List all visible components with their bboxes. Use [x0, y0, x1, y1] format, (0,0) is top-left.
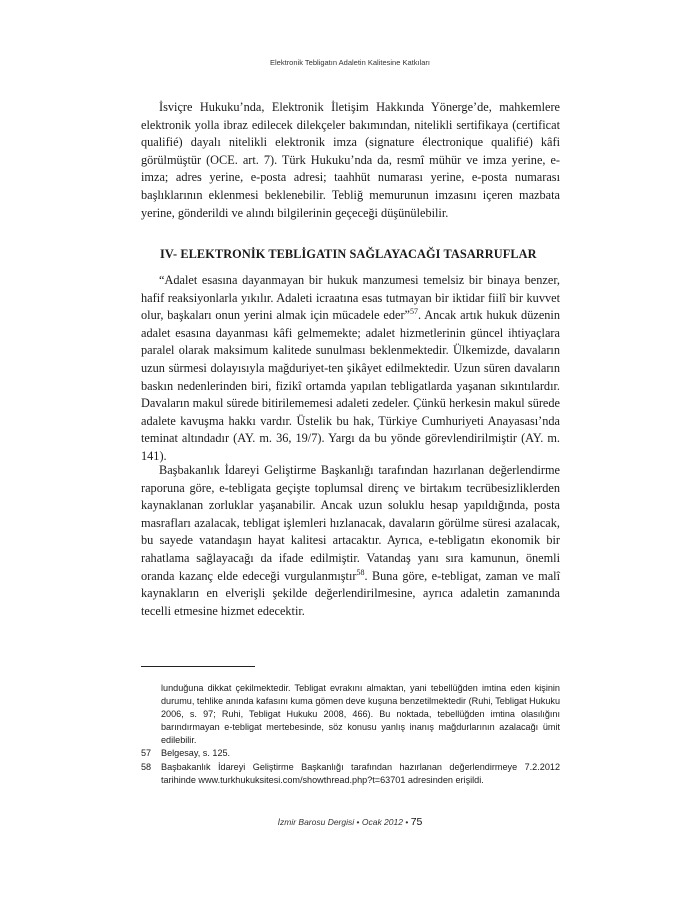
footnote-text: lunduğuna dikkat çekilmektedir. Tebligat evrakını almaktan, yani tebellüğden imtina eden kişinin durumu, tehlike anında kafasını kuma gömen deve kuşuna benzetilmektedir (Ruhi, Tebligat Hukuku 2006, s. 97; Ruhi, Tebligat Hukuku 2008, 466). Bu noktada, tebellüğden imtina olasılığını barındırmayan e-tebligat mertebesinde, söz konusu yanlış inanış mağdurlarının azalacağı ümit edilebilir. [161, 683, 560, 746]
footnote-number [141, 682, 161, 747]
footnote-number: 57 [141, 748, 152, 759]
footnote-57 [141, 747, 560, 760]
footnote-ref-58[interactable]: 58 [356, 567, 365, 577]
paragraph-text: İsviçre Hukuku’nda, Elektronik İletişim Hakkında Yönerge’de, mahkemlere elektronik yolla ibraz edilecek dilekçeler bakımından, nitelikli sertifikaya (certificat qualifié) dayalı nitelikli elektronik imza (signature électronique qualifié) kâfi görülmüştür (OCE. art. 7). Türk Hukuku’nda da, resmî mühür ve imza yerine, e-imza; adres yerine, e-posta adresi; taahhüt numarası yerine, e-posta numarası başlıklarının eklenmesi beklenebilir. Tebliğ memurunun imzasını içeren mazbata yerine, gönderildi ve alındı bilgilerinin geçeceği düşünülebilir. [141, 100, 560, 220]
paragraph-lead: Başbakanlık İdareyi Geliştirme Başkanlığı tarafından hazırlanan değerlendirme raporuna göre, e-tebligata geçişte toplumsal direnç ve birtakım tecrübesizliklerden kaynaklanan zorluklar yaşanabilir. Ancak uzun soluklu hesap yapıldığında, posta masrafları azalacak, tebligat işlemleri hızlanacak, davaların görülme süresi azalacak, bu sayede vatandaşın hayat kalitesi artacaktır. Ayrıca, e-tebligatın ekonomik bir rahatlama sağlayacağı da ifade edilmiştir. Vatandaş yanı sıra kamunun, önemli oranda kazanç elde edeceği vurgulanmıştır [141, 463, 560, 583]
footnote-divider [141, 666, 255, 667]
issue-date: Ocak 2012 [361, 817, 403, 827]
body-paragraph-3 [141, 462, 560, 620]
paragraph-text [141, 462, 560, 620]
page-number: 75 [410, 816, 423, 828]
body-paragraph-2 [141, 272, 560, 466]
quote-text: “Adalet esasına dayanmayan bir hukuk manzumesi temelsiz bir binaya benzer, hafif reaksiyonlarla yıkılır. Adaleti icraatına esas tutmayan bir iktidar fiilî bir kuvvet olur, başkaları onun yerini almak için mücadele eder” [141, 273, 560, 323]
footnote-continued [141, 682, 560, 747]
body-paragraph-1 [141, 99, 560, 222]
running-header: Elektronik Tebligatın Adaletin Kalitesine Katkıları [270, 58, 430, 67]
paragraph-continuation: . Ancak artık hukuk düzenin adalet esasına dayanması kâfi gelmemekte; adalet hizmetlerinin güncel ihtiyaçlara paralel olarak maksimum kalitede sunulması beklenmektedir. Ülkemizde, davaların uzun sürmesi dolayısıyla mağduriyet-ten şikâyet edilmektedir. Uzun süren davaların baskın nedenlerinden biri, fizikî ortamda yapılan tebligatlarda yaşanan sıkıntılardır. Davaların makul sürede bitirilememesi adaleti zedeler. Çünkü herkesin makul sürede adalete kavuşma hakkı vardır. Üstelik bu hak, Türkiye Cumhuriyeti Anayasası’nda teminat altındadır (AY. m. 36, 19/7). Yargı da bu yönde görevlendirilmiştir (AY. m. 141). [141, 308, 560, 463]
page-footer [0, 816, 700, 828]
footer-separator: • [402, 817, 411, 827]
footnote-text: Başbakanlık İdareyi Geliştirme Başkanlığı tarafından hazırlanan değerlendirmeye 7.2.2012 tarihinde www.turkhukuksitesi.com/showthread.php?t=63701 adresinden erişildi. [161, 761, 560, 785]
paragraph-text [141, 272, 560, 466]
footnote-number: 58 [141, 761, 152, 772]
footnotes [141, 682, 560, 787]
section-heading: IV- ELEKTRONİK TEBLİGATIN SAĞLAYACAĞI TASARRUFLAR [160, 247, 537, 261]
footnote-text: Belgesay, s. 125. [161, 748, 231, 759]
footnote-ref-57[interactable]: 57 [410, 307, 419, 317]
footer-separator: • [354, 817, 362, 827]
journal-name: İzmir Barosu Dergisi [277, 817, 355, 827]
paragraph-continuation: . Buna göre, e-tebligat, zaman ve malî kaynakların en elverişli şekilde değerlendirilmesine, ayrıca adaletin zamanında tecelli etmesine hizmet edecektir. [141, 568, 560, 618]
footnote-58 [141, 761, 560, 787]
